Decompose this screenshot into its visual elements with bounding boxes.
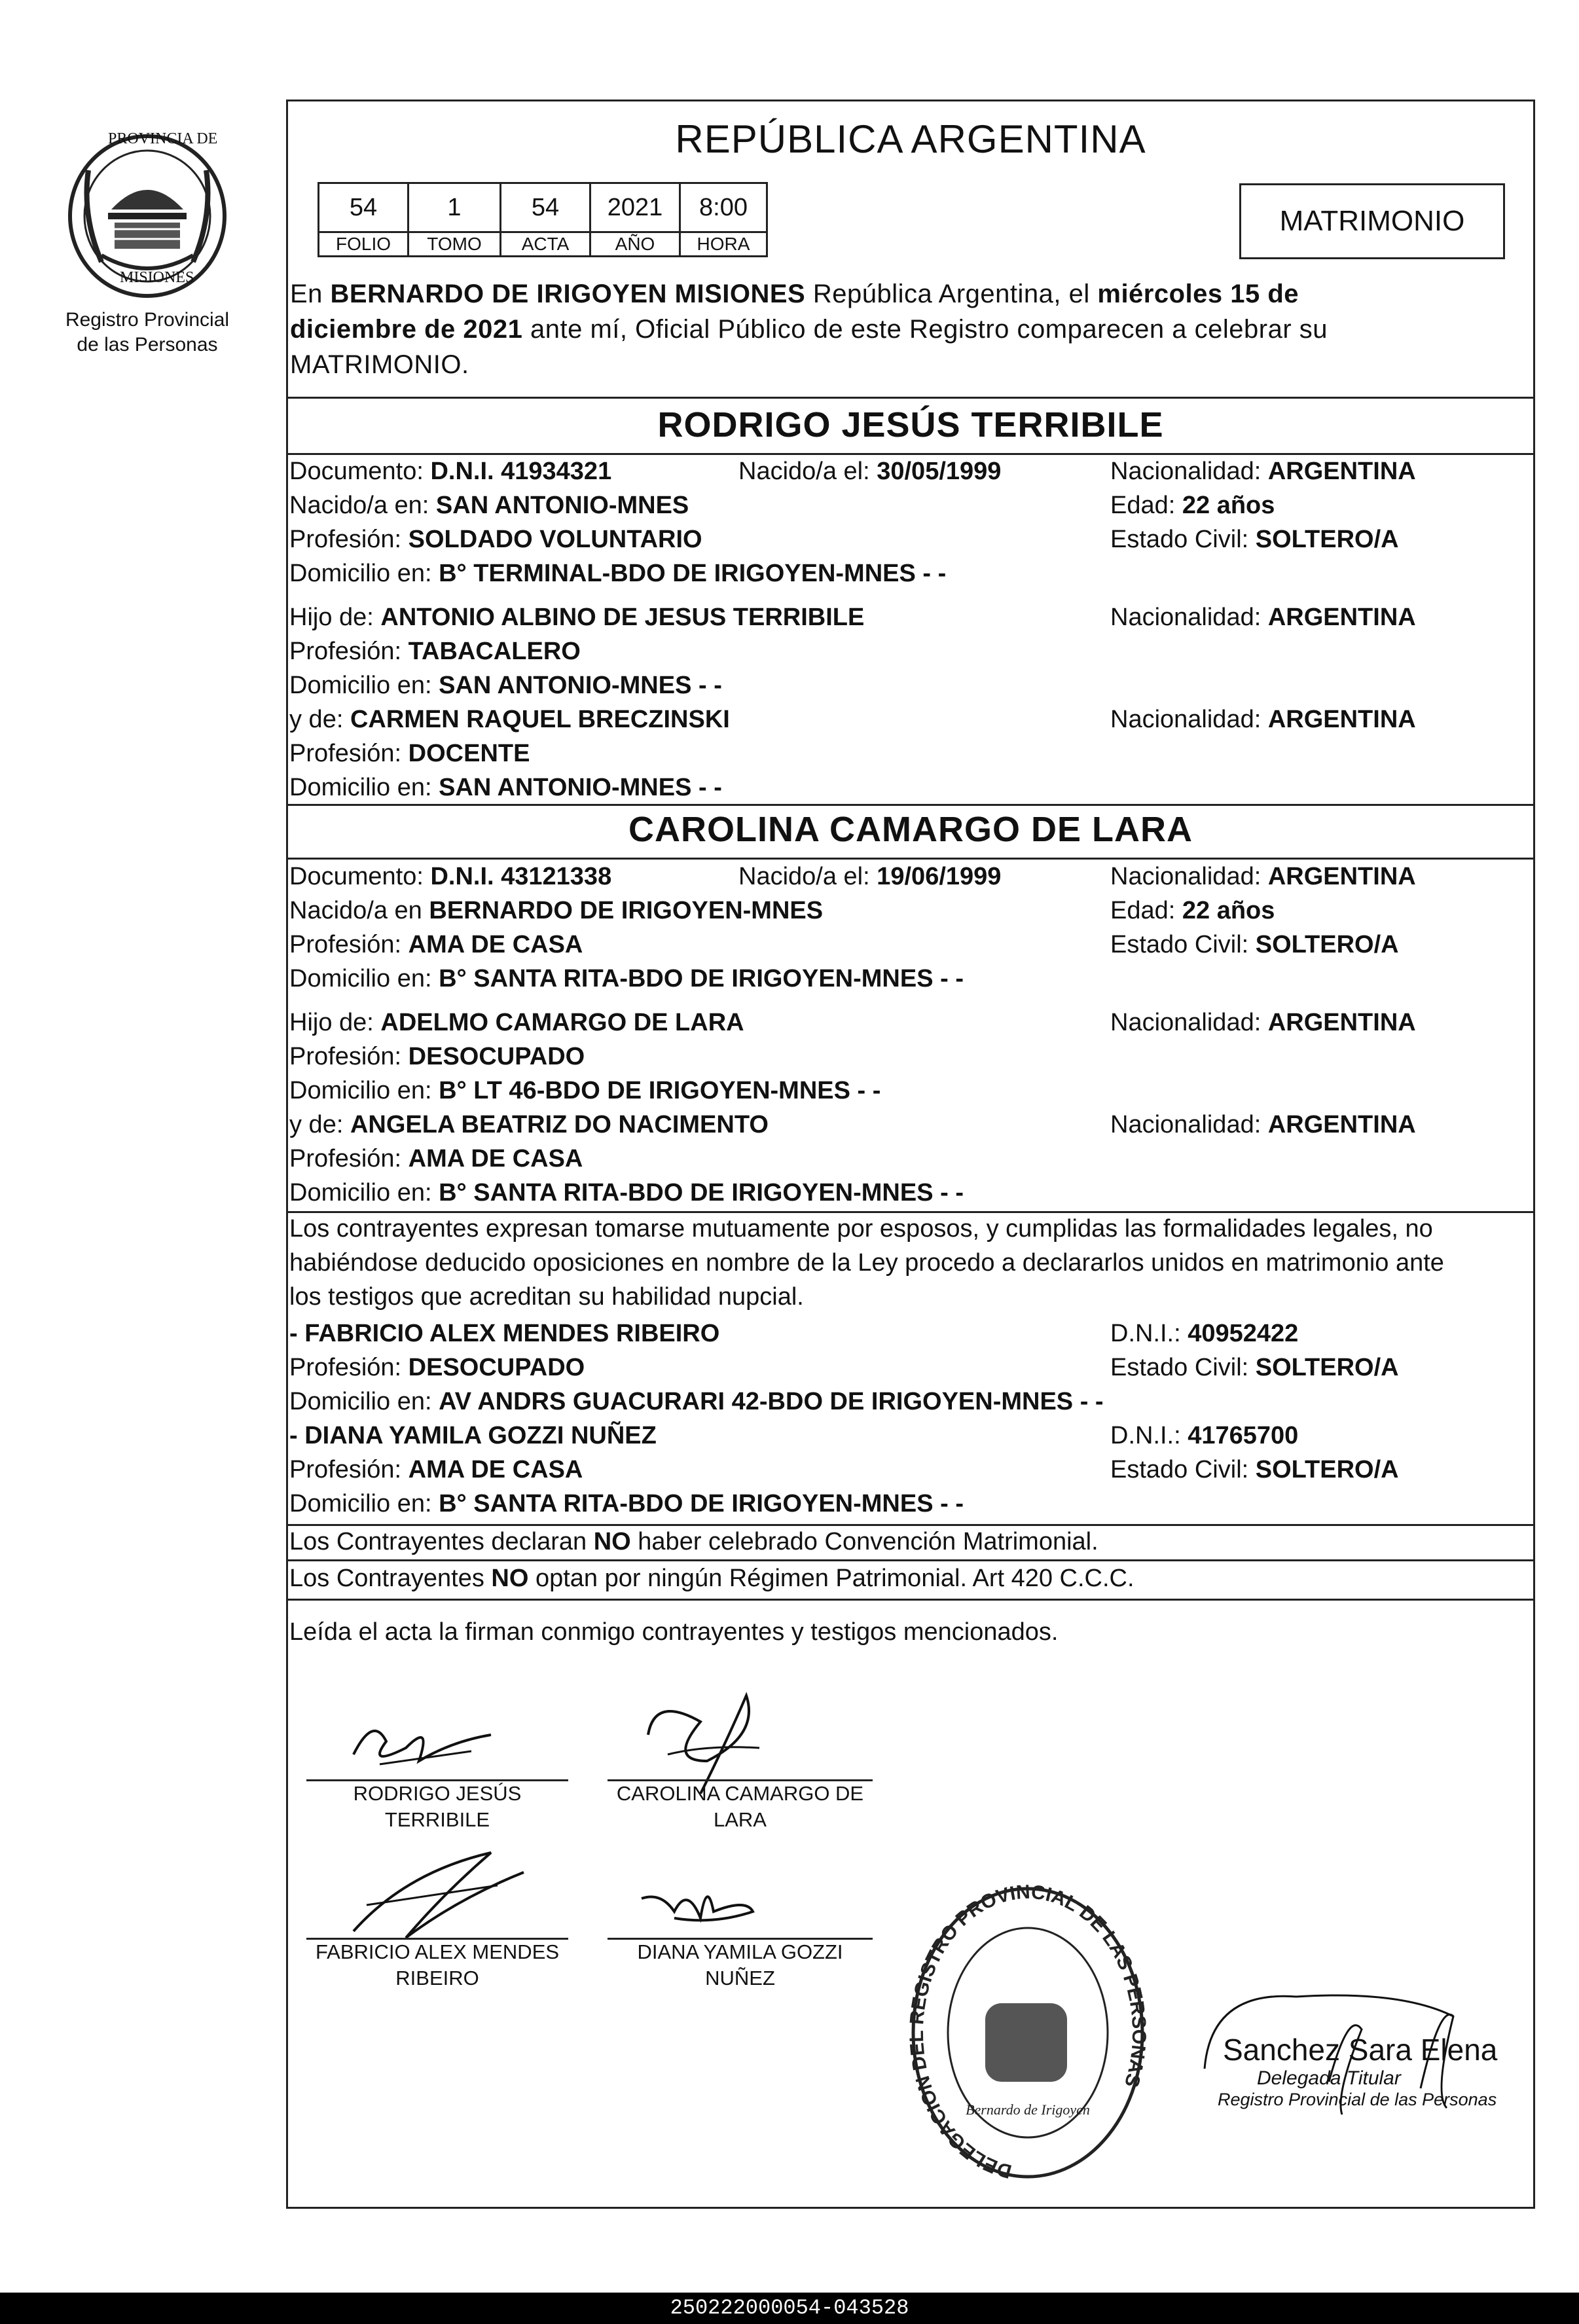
spouse2-signature-name: CAROLINA CAMARGO DE LARA	[616, 1782, 864, 1831]
official-organization: Registro Provincial de las Personas	[1218, 2090, 1497, 2109]
spouse2-mother-nationality: Nacionalidad: ARGENTINA	[1110, 1111, 1416, 1138]
spouse1-father: Hijo de: ANTONIO ALBINO DE JESUS TERRIBILE	[289, 604, 865, 631]
intro-line-2: diciembre de 2021 ante mí, Oficial Público de este Registro comparecen a celebrar su	[290, 315, 1328, 344]
declaration-line-1: Los contrayentes expresan tomarse mutuamente por esposos, y cumplidas las formalidades legales, no	[289, 1215, 1433, 1243]
witness1-signature-name: FABRICIO ALEX MENDES RIBEIRO	[315, 1940, 560, 1989]
registry-caption-line2: de las Personas	[77, 334, 218, 355]
spouse1-age: Edad: 22 años	[1110, 492, 1275, 519]
intro-weekday: miércoles 15 de	[1097, 280, 1299, 308]
act-kind-box: MATRIMONIO	[1239, 183, 1505, 259]
intro-place: BERNARDO DE IRIGOYEN MISIONES	[330, 280, 806, 308]
divider	[286, 1559, 1535, 1561]
declaration-line-3: los testigos que acreditan su habilidad nupcial.	[289, 1283, 804, 1311]
closing-statement: Leída el acta la firman conmigo contrayentes y testigos mencionados.	[289, 1618, 1059, 1646]
divider	[286, 804, 1535, 806]
province-seal-logo	[62, 131, 232, 301]
divider	[286, 397, 1535, 399]
official-role: Delegada Titular	[1257, 2067, 1401, 2089]
spouse1-address: Domicilio en: B° TERMINAL-BDO DE IRIGOYEN-MNES - -	[289, 560, 947, 587]
divider	[286, 1599, 1535, 1601]
spouse2-nationality: Nacionalidad: ARGENTINA	[1110, 863, 1416, 890]
witness1-address: Domicilio en: AV ANDRS GUACURARI 42-BDO DE IRIGOYEN-MNES - -	[289, 1388, 1104, 1415]
spouse2-birthplace: Nacido/a en BERNARDO DE IRIGOYEN-MNES	[289, 897, 824, 924]
spouse2-father: Hijo de: ADELMO CAMARGO DE LARA	[289, 1009, 744, 1036]
divider	[286, 858, 1535, 860]
document-title: REPÚBLICA ARGENTINA	[675, 117, 1146, 161]
intro-date: diciembre de 2021	[290, 315, 523, 344]
spouse2-signature	[628, 1682, 799, 1794]
spouse2-heading: CAROLINA CAMARGO DE LARA	[628, 810, 1193, 849]
spouse1-mother-address: Domicilio en: SAN ANTONIO-MNES - -	[289, 774, 722, 801]
spouse1-father-nationality: Nacionalidad: ARGENTINA	[1110, 604, 1416, 631]
intro-line-3: MATRIMONIO.	[290, 350, 469, 379]
convention-line-1: Los Contrayentes declaran NO haber celebrado Convención Matrimonial.	[289, 1528, 1098, 1555]
hora-label: HORA	[680, 232, 767, 257]
spouse1-birthplace: Nacido/a en: SAN ANTONIO-MNES	[289, 492, 689, 519]
ano-label: AÑO	[590, 232, 680, 257]
spouse1-father-address: Domicilio en: SAN ANTONIO-MNES - -	[289, 672, 722, 699]
spouse2-profession: Profesión: AMA DE CASA	[289, 931, 583, 958]
spouse2-civil-status: Estado Civil: SOLTERO/A	[1110, 931, 1399, 958]
spouse1-mother: y de: CARMEN RAQUEL BRECZINSKI	[289, 706, 730, 733]
acta-label: ACTA	[501, 232, 590, 257]
spouse2-address: Domicilio en: B° SANTA RITA-BDO DE IRIGOYEN-MNES - -	[289, 965, 964, 992]
hora-value: 8:00	[680, 183, 767, 232]
stamp-inner-text: Bernardo de Irigoyen	[966, 2101, 1090, 2118]
spouse2-age: Edad: 22 años	[1110, 897, 1275, 924]
spouse1-document: Documento: D.N.I. 41934321	[289, 458, 612, 485]
witness2-civil-status: Estado Civil: SOLTERO/A	[1110, 1456, 1399, 1483]
ano-value: 2021	[590, 183, 680, 232]
declaration-line-2: habiéndose deducido oposiciones en nombre de la Ley procedo a declararlos unidos en matrimonio ante	[289, 1249, 1444, 1277]
spouse1-signature	[327, 1702, 524, 1781]
divider	[286, 453, 1535, 455]
acta-value: 54	[501, 183, 590, 232]
spouse2-document: Documento: D.N.I. 43121338	[289, 863, 612, 890]
witness1-signature	[327, 1846, 543, 1944]
spouse1-nationality: Nacionalidad: ARGENTINA	[1110, 458, 1416, 485]
seal-top-text: PROVINCIA DE	[108, 130, 218, 147]
witness2-signature	[635, 1872, 766, 1938]
registry-caption-line1: Registro Provincial	[65, 309, 230, 331]
tomo-label: TOMO	[408, 232, 501, 257]
registry-caption	[39, 308, 255, 357]
spouse1-profession: Profesión: SOLDADO VOLUNTARIO	[289, 526, 702, 553]
official-name: Sanchez Sara Elena	[1223, 2033, 1498, 2067]
spouse1-civil-status: Estado Civil: SOLTERO/A	[1110, 526, 1399, 553]
spouse2-father-address: Domicilio en: B° LT 46-BDO DE IRIGOYEN-MNES - -	[289, 1077, 881, 1104]
spouse2-mother-address: Domicilio en: B° SANTA RITA-BDO DE IRIGOYEN-MNES - -	[289, 1179, 964, 1207]
act-reference-table	[318, 182, 768, 257]
spouse1-signature-name: RODRIGO JESÚS TERRIBILE	[353, 1782, 522, 1831]
witness2-name: - DIANA YAMILA GOZZI NUÑEZ	[289, 1422, 657, 1449]
stamp-ring-text: DELEGACION DEL REGISTRO PROVINCIAL DE LAS PERSONAS	[905, 1881, 1150, 2183]
spouse2-father-nationality: Nacionalidad: ARGENTINA	[1110, 1009, 1416, 1036]
spouse2-father-profession: Profesión: DESOCUPADO	[289, 1043, 585, 1070]
witness2-profession: Profesión: AMA DE CASA	[289, 1456, 583, 1483]
spouse1-father-profession: Profesión: TABACALERO	[289, 638, 581, 665]
intro-line-1: En BERNARDO DE IRIGOYEN MISIONES República Argentina, el miércoles 15 de	[290, 280, 1299, 308]
document-code: 250222000054-043528	[670, 2296, 909, 2320]
spouse1-birthdate: Nacido/a el: 30/05/1999	[738, 458, 1002, 485]
witness1-civil-status: Estado Civil: SOLTERO/A	[1110, 1354, 1399, 1381]
spouse1-heading: RODRIGO JESÚS TERRIBILE	[657, 405, 1164, 445]
folio-value: 54	[319, 183, 408, 232]
witness2-address: Domicilio en: B° SANTA RITA-BDO DE IRIGOYEN-MNES - -	[289, 1490, 964, 1517]
folio-label: FOLIO	[319, 232, 408, 257]
witness2-signature-name: DIANA YAMILA GOZZI NUÑEZ	[637, 1940, 843, 1989]
divider	[286, 1211, 1535, 1213]
spouse2-mother-profession: Profesión: AMA DE CASA	[289, 1145, 583, 1172]
registry-stamp	[903, 1879, 1152, 2193]
tomo-value: 1	[408, 183, 501, 232]
witness1-dni: D.N.I.: 40952422	[1110, 1320, 1299, 1347]
spouse2-birthdate: Nacido/a el: 19/06/1999	[738, 863, 1002, 890]
divider	[286, 1524, 1535, 1526]
spouse1-mother-profession: Profesión: DOCENTE	[289, 740, 530, 767]
witness1-name: - FABRICIO ALEX MENDES RIBEIRO	[289, 1320, 720, 1347]
seal-bottom-text: MISIONES	[120, 269, 194, 286]
witness1-profession: Profesión: DESOCUPADO	[289, 1354, 585, 1381]
witness2-dni: D.N.I.: 41765700	[1110, 1422, 1299, 1449]
spouse2-mother: y de: ANGELA BEATRIZ DO NACIMENTO	[289, 1111, 769, 1138]
spouse1-mother-nationality: Nacionalidad: ARGENTINA	[1110, 706, 1416, 733]
convention-line-2: Los Contrayentes NO optan por ningún Régimen Patrimonial. Art 420 C.C.C.	[289, 1565, 1134, 1592]
